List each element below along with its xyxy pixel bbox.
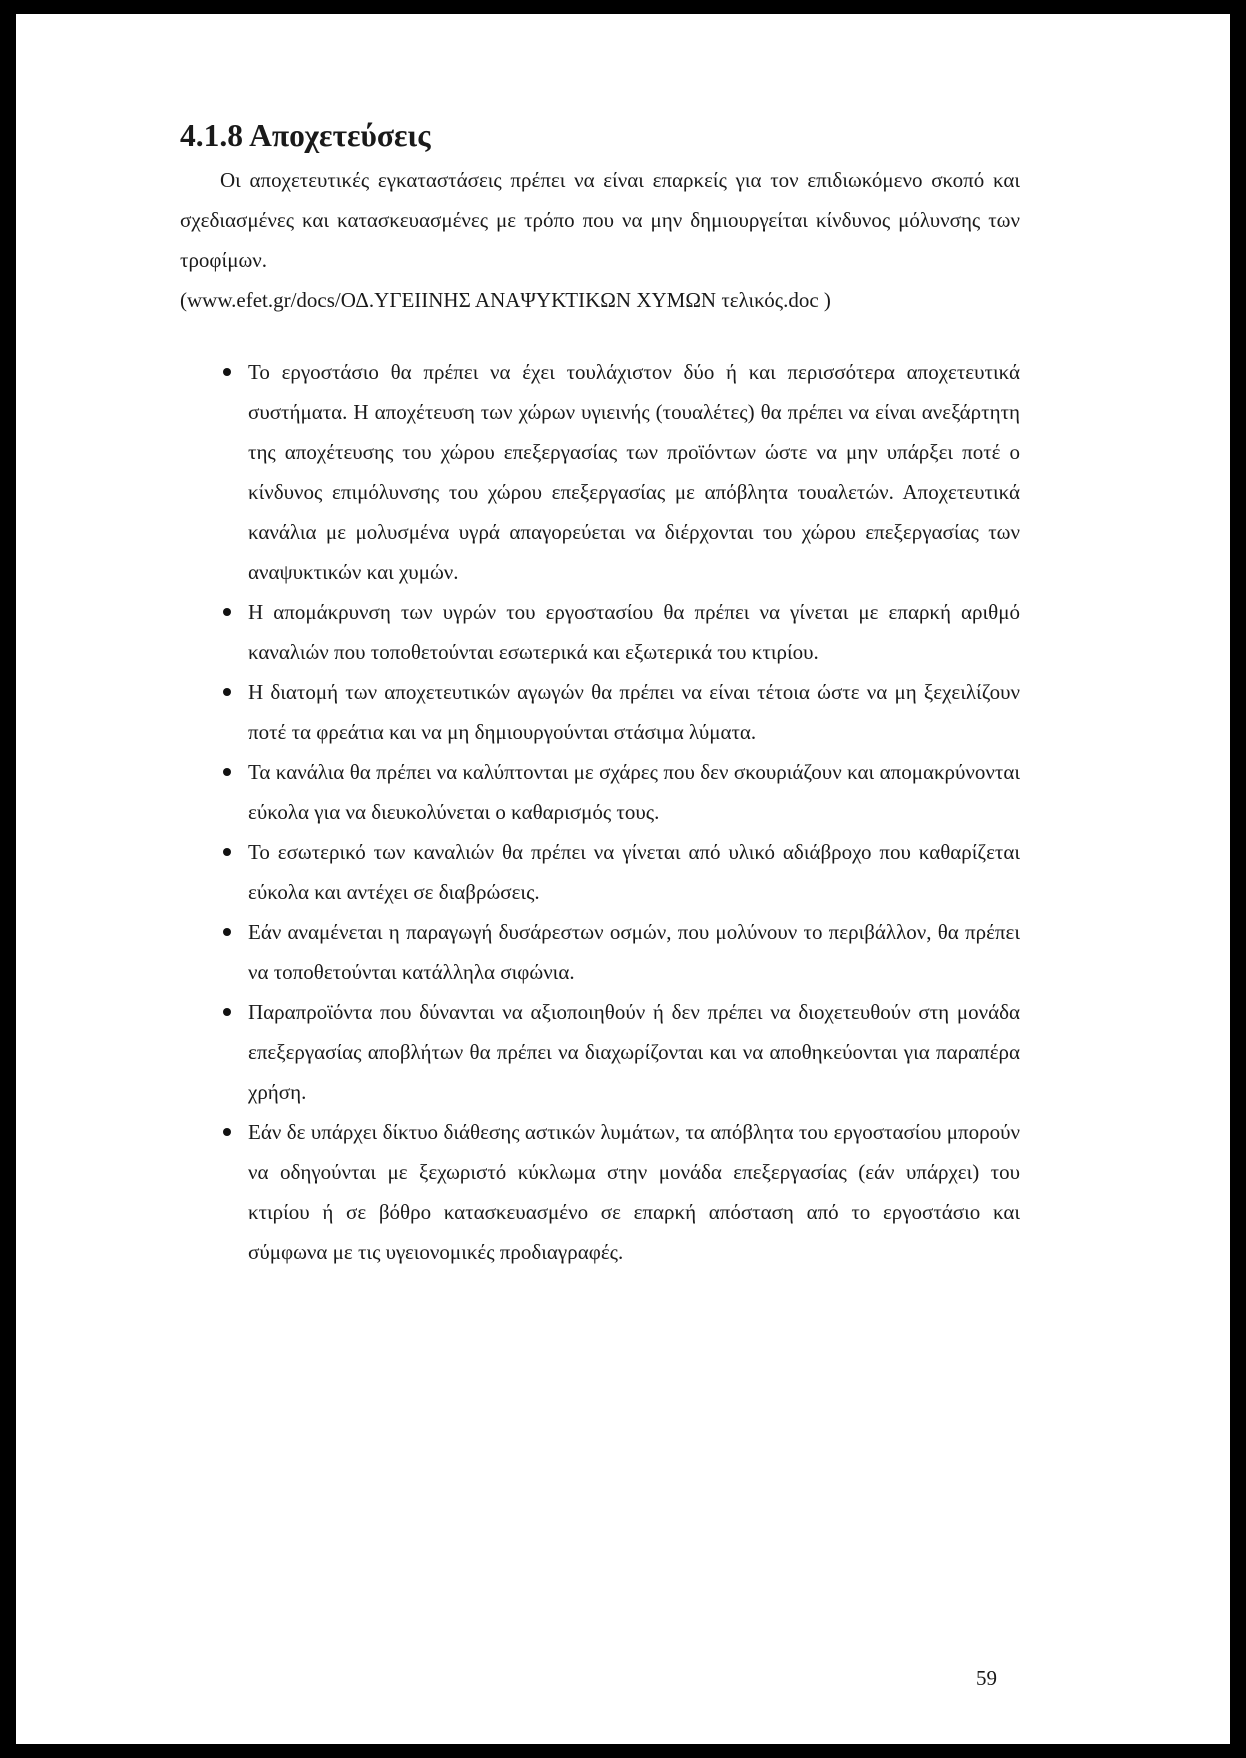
section-title: 4.1.8 Αποχετεύσεις bbox=[180, 118, 431, 153]
bullet-icon bbox=[223, 928, 231, 936]
bullet-icon bbox=[223, 848, 231, 856]
bullet-icon bbox=[223, 608, 231, 616]
list-item-text: Παραπροϊόντα που δύνανται να αξιοποιηθούν ή δεν πρέπει να διοχετευθούν στη μονάδα επεξεργασίας αποβλήτων θα πρέπει να διαχωρίζονται και να αποθηκεύονται για παραπέρα χρήση. bbox=[248, 1000, 1020, 1104]
document-page bbox=[16, 14, 1230, 1744]
bullet-icon bbox=[223, 1128, 231, 1136]
list-item bbox=[180, 912, 1020, 992]
requirements-list bbox=[180, 352, 1020, 1272]
list-item-text: Η διατομή των αποχετευτικών αγωγών θα πρέπει να είναι τέτοια ώστε να μη ξεχειλίζουν ποτέ τα φρεάτια και να μη δημιουργούνται στάσιμα λύματα. bbox=[248, 680, 1020, 744]
list-item bbox=[180, 992, 1020, 1112]
bullet-icon bbox=[223, 1008, 231, 1016]
list-item-text: Τα κανάλια θα πρέπει να καλύπτονται με σχάρες που δεν σκουριάζουν και απομακρύνονται εύκολα για να διευκολύνεται ο καθαρισμός τους. bbox=[248, 760, 1020, 824]
list-item-text: Το εργοστάσιο θα πρέπει να έχει τουλάχιστον δύο ή και περισσότερα αποχετευτικά συστήματα. Η αποχέτευση των χώρων υγιεινής (τουαλέτες) θα πρέπει να είναι ανεξάρτητη της αποχέτευσης του χώρου επεξεργασίας των προϊόντων ώστε να μην υπάρξει ποτέ ο κίνδυνος επιμόλυνσης του χώρου επεξεργασίας με απόβλητα τουαλετών. Αποχετευτικά κανάλια με μολυσμένα υγρά απαγορεύεται να διέρχονται του χώρου επεξεργασίας των αναψυκτικών και χυμών. bbox=[248, 360, 1020, 584]
list-item bbox=[180, 832, 1020, 912]
page-number: 59 bbox=[976, 1666, 997, 1690]
list-item-text: Το εσωτερικό των καναλιών θα πρέπει να γίνεται από υλικό αδιάβροχο που καθαρίζεται εύκολα και αντέχει σε διαβρώσεις. bbox=[248, 840, 1020, 904]
list-item bbox=[180, 672, 1020, 752]
list-item-text: Εάν δε υπάρχει δίκτυο διάθεσης αστικών λυμάτων, τα απόβλητα του εργοστασίου μπορούν να οδηγούνται με ξεχωριστό κύκλωμα στην μονάδα επεξεργασίας (εάν υπάρχει) του κτιρίου ή σε βόθρο κατασκευασμένο σε επαρκή απόσταση από το εργοστάσιο και σύμφωνα με τις υγειονομικές προδιαγραφές. bbox=[248, 1120, 1020, 1264]
page-content bbox=[180, 116, 1020, 1272]
list-item bbox=[180, 592, 1020, 672]
list-item bbox=[180, 752, 1020, 832]
bullet-icon bbox=[223, 368, 231, 376]
list-item bbox=[180, 1112, 1020, 1272]
intro-paragraph: Οι αποχετευτικές εγκαταστάσεις πρέπει να είναι επαρκείς για τον επιδιωκόμενο σκοπό και σχεδιασμένες και κατασκευασμένες με τρόπο που να μην δημιουργείται κίνδυνος μόλυνσης των τροφίμων. bbox=[180, 168, 1020, 272]
bullet-icon bbox=[223, 768, 231, 776]
list-item-text: Η απομάκρυνση των υγρών του εργοστασίου θα πρέπει να γίνεται με επαρκή αριθμό καναλιών που τοποθετούνται εσωτερικά και εξωτερικά του κτιρίου. bbox=[248, 600, 1020, 664]
list-item-text: Εάν αναμένεται η παραγωγή δυσάρεστων οσμών, που μολύνουν το περιβάλλον, θα πρέπει να τοποθετούνται κατάλληλα σιφώνια. bbox=[248, 920, 1020, 984]
list-item bbox=[180, 352, 1020, 592]
source-reference: (www.efet.gr/docs/ΟΔ.ΥΓΕΙΙΝΗΣ ΑΝΑΨΥΚΤΙΚΩΝ ΧΥΜΩΝ τελικός.doc ) bbox=[180, 288, 831, 312]
bullet-icon bbox=[223, 688, 231, 696]
